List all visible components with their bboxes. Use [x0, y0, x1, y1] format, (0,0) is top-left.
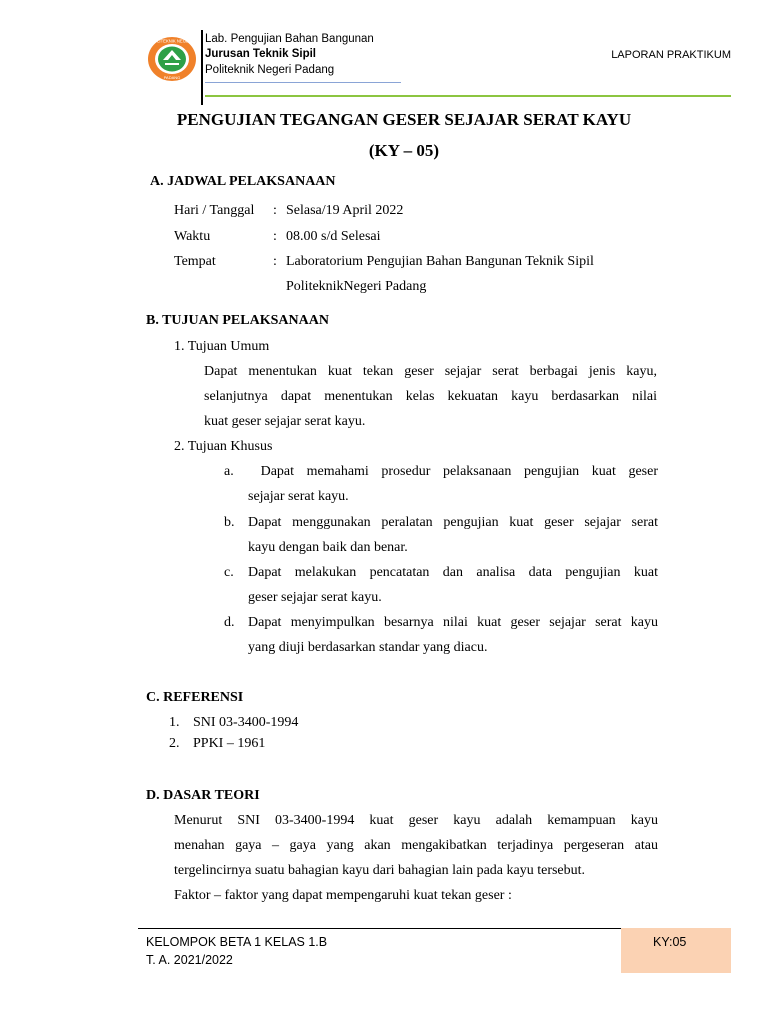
tujuan-umum-title: 1. Tujuan Umum: [174, 339, 270, 354]
section-d-heading: D. DASAR TEORI: [146, 788, 260, 803]
reference-marker: 1.: [169, 715, 180, 730]
document-code: (KY – 05): [368, 141, 440, 160]
section-a-heading: A. JADWAL PELAKSANAAN: [150, 174, 336, 189]
org-line-lab: Lab. Pengujian Bahan Bangunan: [205, 33, 374, 45]
header-vertical-divider: [201, 30, 203, 105]
list-marker: c.: [224, 565, 234, 580]
theory-line: menahan gaya – gaya yang akan mengakibatkan terjadinya pergeseran atau: [174, 838, 658, 853]
tujuan-khusus-title: 2. Tujuan Khusus: [174, 439, 273, 454]
tujuan-umum-line: Dapat menentukan kuat tekan geser sejajar serat berbagai jenis kayu,: [204, 364, 657, 379]
list-item-continued: yang diuji berdasarkan standar yang diacu.: [248, 640, 488, 655]
footer-group: KELOMPOK BETA 1 KELAS 1.B: [146, 935, 328, 949]
list-item-continued: kayu dengan baik dan benar.: [248, 540, 408, 555]
list-item: Dapat menyimpulkan besarnya nilai kuat geser sejajar serat kayu: [248, 615, 658, 630]
header-green-rule: [205, 95, 731, 97]
schedule-value: Laboratorium Pengujian Bahan Bangunan Teknik Sipil: [286, 254, 594, 269]
list-marker: b.: [224, 515, 235, 530]
list-item-continued: sejajar serat kayu.: [248, 489, 349, 504]
reference-item: SNI 03-3400-1994: [193, 715, 299, 730]
schedule-value-continued: PoliteknikNegeri Padang: [286, 279, 427, 294]
reference-item: PPKI – 1961: [193, 736, 266, 751]
footer-year: T. A. 2021/2022: [146, 953, 233, 967]
reference-marker: 2.: [169, 736, 180, 751]
theory-line: Menurut SNI 03-3400-1994 kuat geser kayu adalah kemampuan kayu: [174, 813, 658, 828]
section-c-heading: C. REFERENSI: [146, 690, 244, 705]
tujuan-umum-line: selanjutnya dapat menentukan kelas kekuatan kayu berdasarkan nilai: [204, 389, 657, 404]
schedule-sep: :: [273, 254, 277, 269]
logo-text-bottom: PADANG: [163, 75, 181, 80]
schedule-value: Selasa/19 April 2022: [286, 203, 404, 218]
document-title: PENGUJIAN TEGANGAN GESER SEJAJAR SERAT KAYU: [176, 110, 632, 129]
list-item: Dapat menggunakan peralatan pengujian kuat geser sejajar serat: [248, 515, 658, 530]
list-item: Dapat melakukan pencatatan dan analisa data pengujian kuat: [248, 565, 658, 580]
section-b-heading: B. TUJUAN PELAKSANAAN: [146, 313, 329, 328]
logo-text-top: POLITEKNIK NEGERI: [151, 38, 193, 44]
header-right-label: LAPORAN PRAKTIKUM: [611, 49, 731, 61]
org-line-politeknik: Politeknik Negeri Padang: [205, 64, 335, 76]
schedule-sep: :: [273, 203, 277, 218]
tujuan-umum-line: kuat geser sejajar serat kayu.: [204, 414, 366, 429]
theory-line: Faktor – faktor yang dapat mempengaruhi kuat tekan geser :: [174, 888, 512, 903]
schedule-label: Tempat: [174, 254, 216, 269]
header-blue-rule: [205, 82, 401, 83]
org-line-jurusan: Jurusan Teknik Sipil: [205, 48, 316, 60]
schedule-sep: :: [273, 229, 277, 244]
theory-line: tergelincirnya suatu bahagian kayu dari bahagian lain pada kayu tersebut.: [174, 863, 586, 878]
schedule-label: Waktu: [174, 229, 211, 244]
list-marker: d.: [224, 615, 235, 630]
footer-code: KY:05: [653, 935, 687, 949]
list-item: Dapat memahami prosedur pelaksanaan pengujian kuat geser: [248, 464, 658, 479]
list-marker: a.: [224, 464, 234, 479]
politeknik-logo-icon: [147, 36, 197, 82]
list-item-continued: geser sejajar serat kayu.: [248, 590, 382, 605]
footer-rule: [138, 928, 630, 929]
schedule-label: Hari / Tanggal: [174, 203, 255, 218]
schedule-value: 08.00 s/d Selesai: [286, 229, 381, 244]
